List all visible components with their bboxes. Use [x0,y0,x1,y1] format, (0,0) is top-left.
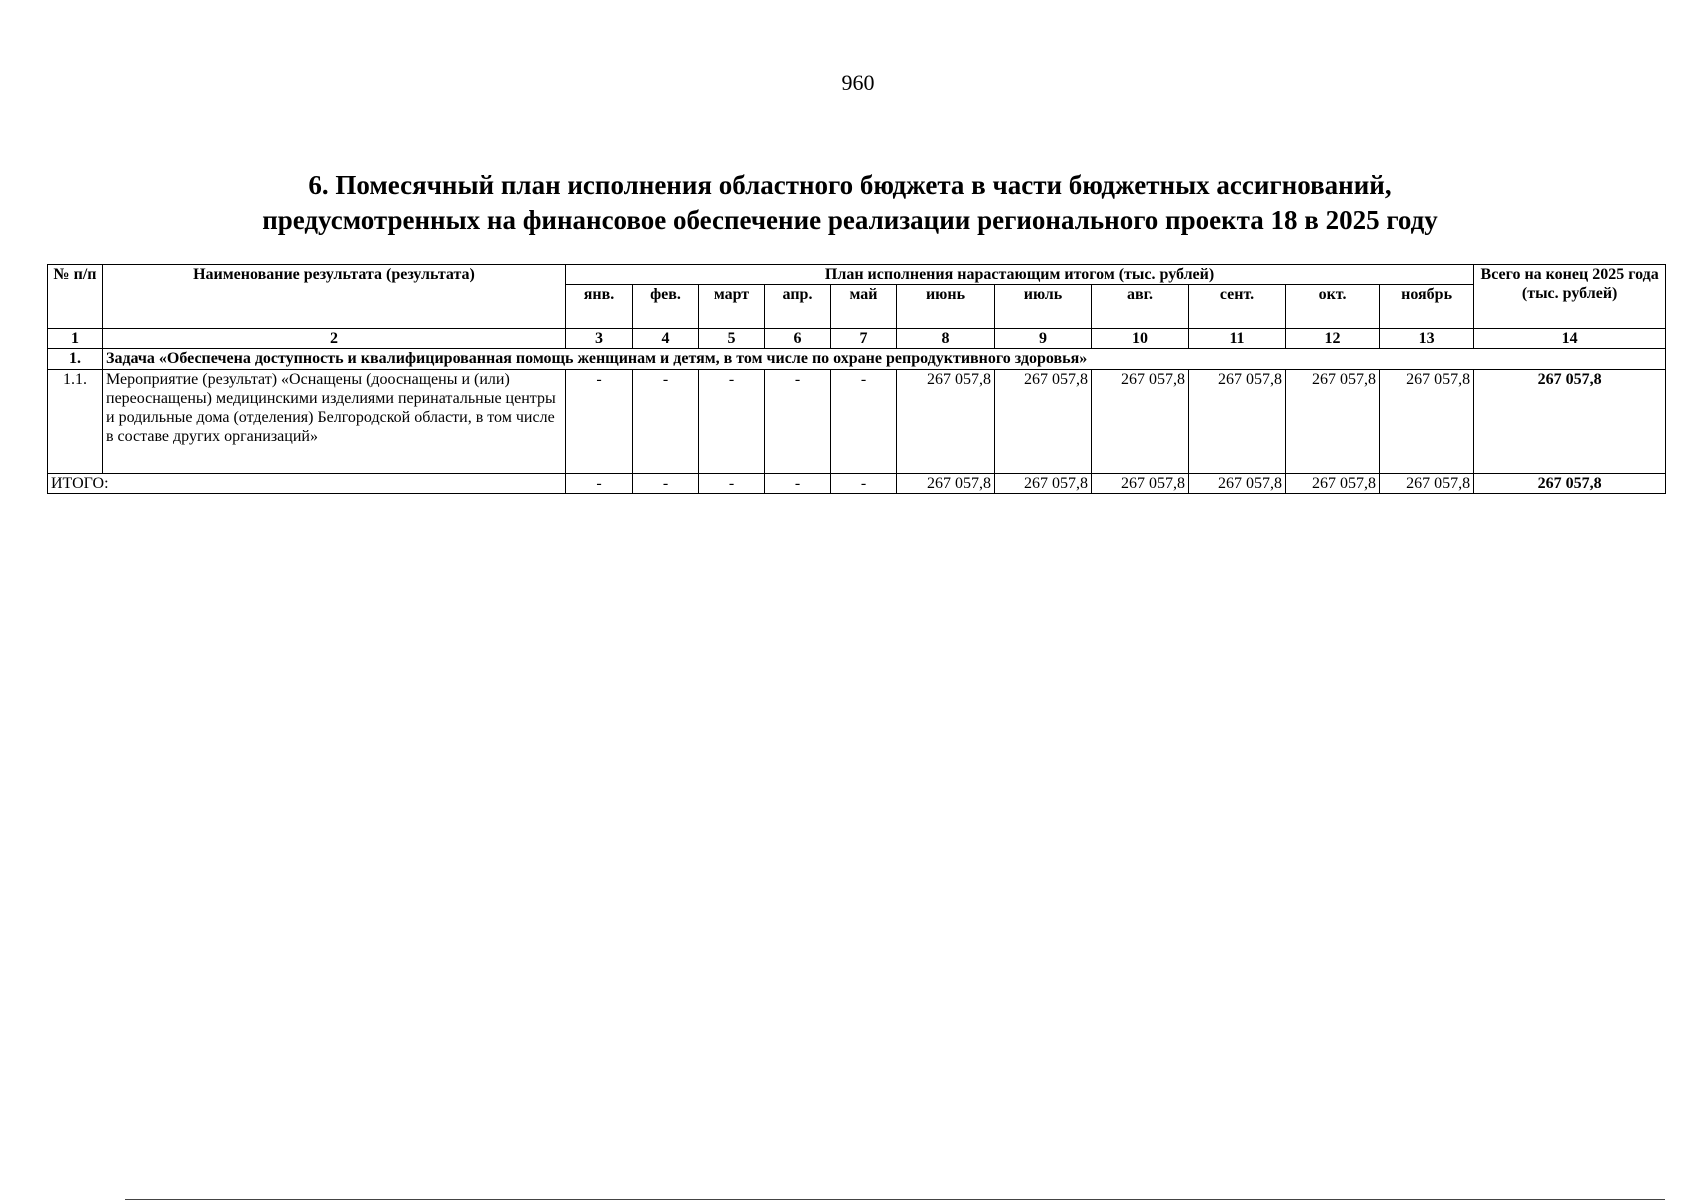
itogo-value: - [566,474,633,494]
itogo-total: 267 057,8 [1474,474,1666,494]
column-number: 13 [1380,329,1474,349]
column-number: 11 [1189,329,1286,349]
header-result-name: Наименование результата (результата) [103,265,566,329]
title-line-1: 6. Помесячный план исполнения областного бюджета в части бюджетных ассигнований, [308,170,1392,200]
header-plan: План исполнения нарастающим итогом (тыс. рублей) [566,265,1474,285]
item-total: 267 057,8 [1474,370,1666,474]
header-month: май [831,285,897,329]
column-number: 5 [699,329,765,349]
item-value: - [633,370,699,474]
itogo-value: 267 057,8 [1092,474,1189,494]
itogo-value: 267 057,8 [995,474,1092,494]
header-month: ноябрь [1380,285,1474,329]
task-text: Задача «Обеспечена доступность и квалифицированная помощь женщинам и детям, в том числе по охране репродуктивного здоровья» [103,349,1666,370]
header-month: март [699,285,765,329]
item-value: - [831,370,897,474]
column-number: 4 [633,329,699,349]
column-number: 9 [995,329,1092,349]
column-number: 2 [103,329,566,349]
column-number: 8 [897,329,995,349]
itogo-value: 267 057,8 [1286,474,1380,494]
column-number: 7 [831,329,897,349]
header-month: окт. [1286,285,1380,329]
column-number: 1 [48,329,103,349]
item-value: 267 057,8 [897,370,995,474]
item-value: 267 057,8 [1286,370,1380,474]
header-month: июль [995,285,1092,329]
column-number: 6 [765,329,831,349]
header-month: июнь [897,285,995,329]
header-month: авг. [1092,285,1189,329]
header-month: фев. [633,285,699,329]
item-name: Мероприятие (результат) «Оснащены (дооснащены и (или) переоснащены) медицинскими изделиями перинатальные центры и родильные дома (отделения) Белгородской области, в том числе в составе других организаций» [103,370,566,474]
itogo-value: 267 057,8 [897,474,995,494]
itogo-value: - [699,474,765,494]
column-number: 12 [1286,329,1380,349]
itogo-label: ИТОГО: [48,474,566,494]
item-value: 267 057,8 [1189,370,1286,474]
task-row [48,349,1666,370]
task-number: 1. [48,349,103,370]
item-row [48,370,1666,474]
itogo-value: - [765,474,831,494]
item-value: - [566,370,633,474]
column-numbers-row [48,329,1666,349]
header-month: янв. [566,285,633,329]
item-value: - [699,370,765,474]
document-title [100,168,1600,238]
header-month: апр. [765,285,831,329]
item-value: 267 057,8 [995,370,1092,474]
title-line-2: предусмотренных на финансовое обеспечение реализации регионального проекта 18 в 2025 году [262,205,1438,235]
itogo-value: 267 057,8 [1380,474,1474,494]
item-value: 267 057,8 [1380,370,1474,474]
header-number: № п/п [48,265,103,329]
item-number: 1.1. [48,370,103,474]
budget-plan-table [47,264,1666,494]
column-number: 14 [1474,329,1666,349]
item-value: - [765,370,831,474]
column-number: 3 [566,329,633,349]
itogo-value: - [633,474,699,494]
itogo-row [48,474,1666,494]
page-number: 960 [841,70,875,95]
column-number: 10 [1092,329,1189,349]
itogo-value: 267 057,8 [1189,474,1286,494]
item-value: 267 057,8 [1092,370,1189,474]
header-month: сент. [1189,285,1286,329]
header-total: Всего на конец 2025 года (тыс. рублей) [1474,265,1666,329]
itogo-value: - [831,474,897,494]
